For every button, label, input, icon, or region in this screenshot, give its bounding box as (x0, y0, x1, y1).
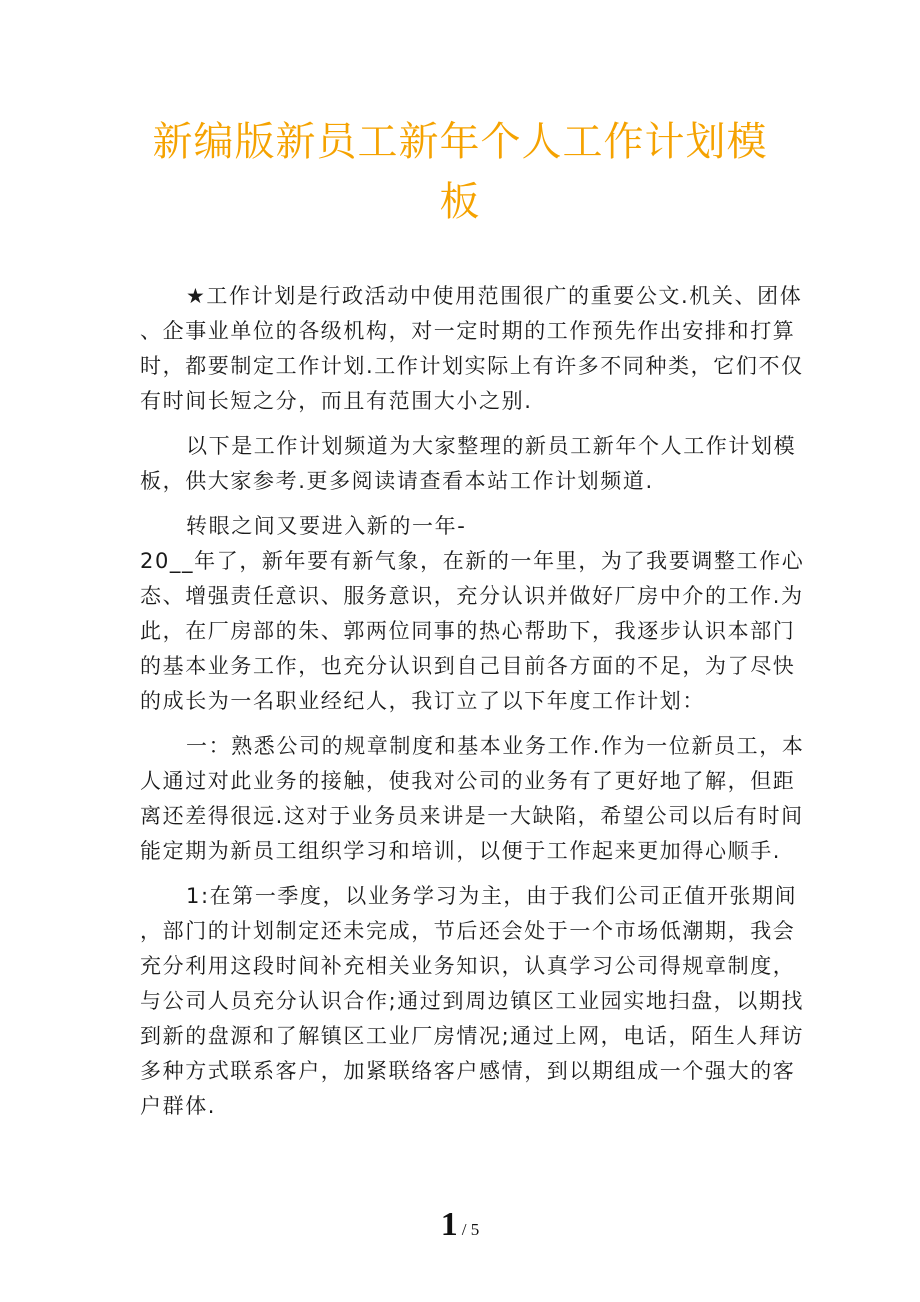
current-page-number: 1 (440, 1206, 458, 1243)
text-line: 时，都要制定工作计划.工作计划实际上有许多不同种类，它们不仅 (140, 354, 804, 378)
text-line: 的成长为一名职业经纪人，我订立了以下年度工作计划： (140, 689, 705, 713)
title-line: 板 (439, 179, 481, 225)
text-line: ，部门的计划制定还未完成，节后还会处于一个市场低潮期，我会 (140, 919, 796, 943)
paragraph-first-quarter (140, 879, 805, 1124)
text-line: 离还差得很远.这对于业务员来讲是一大缺陷，希望公司以后有时间 (140, 804, 804, 828)
paragraph-section-one (140, 729, 805, 869)
text-line: 板，供大家参考.更多阅读请查看本站工作计划频道. (140, 469, 654, 493)
total-pages: / 5 (461, 1220, 480, 1239)
text-line: 一：熟悉公司的规章制度和基本业务工作.作为一位新员工，本 (186, 734, 805, 758)
text-line: 充分利用这段时间补充相关业务知识，认真学习公司得规章制度， (140, 954, 796, 978)
text-line: 人通过对此业务的接触，使我对公司的业务有了更好地了解，但距 (140, 769, 796, 793)
paragraph-channel-note (140, 429, 797, 499)
text-line: 1:在第一季度，以业务学习为主，由于我们公司正值开张期间 (186, 884, 798, 908)
paragraph-intro (140, 279, 804, 419)
document-title (140, 112, 780, 232)
document-body (140, 279, 805, 1134)
text-line: 户群体. (140, 1094, 217, 1118)
text-line: 20__年了，新年要有新气象，在新的一年里，为了我要调整工作心 (140, 549, 805, 573)
text-line: 能定期为新员工组织学习和培训，以便于工作起来更加得心顺手. (140, 839, 782, 863)
text-line: 此，在厂房部的朱、郭两位同事的热心帮助下，我逐步认识本部门 (140, 619, 796, 643)
text-line: 、企事业单位的各级机构，对一定时期的工作预先作出安排和打算 (140, 319, 796, 343)
text-line: 到新的盘源和了解镇区工业厂房情况;通过上网，电话，陌生人拜访 (140, 1024, 805, 1048)
text-line: ★工作计划是行政活动中使用范围很广的重要公文.机关、团体 (186, 284, 803, 308)
title-line: 新编版新员工新年个人工作计划模 (152, 119, 768, 165)
text-line: 多种方式联系客户，加紧联络客户感情，到以期组成一个强大的客 (140, 1059, 796, 1083)
paragraph-new-year (140, 509, 805, 719)
text-line: 有时间长短之分，而且有范围大小之别. (140, 389, 533, 413)
text-line: 与公司人员充分认识合作;通过到周边镇区工业园实地扫盘，以期找 (140, 989, 805, 1013)
text-line: 以下是工作计划频道为大家整理的新员工新年个人工作计划模 (186, 434, 797, 458)
page-number (0, 1206, 920, 1244)
text-line: 转眼之间又要进入新的一年- (186, 514, 467, 538)
text-line: 态、增强责任意识、服务意识，充分认识并做好厂房中介的工作.为 (140, 584, 804, 608)
text-line: 的基本业务工作，也充分认识到自己目前各方面的不足，为了尽快 (140, 654, 796, 678)
